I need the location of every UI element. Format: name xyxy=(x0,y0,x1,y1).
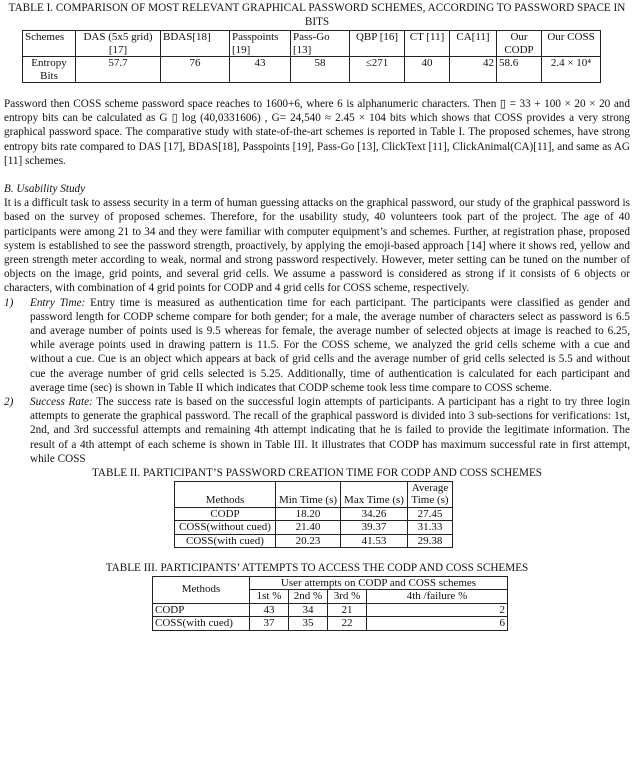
table1-header: BDAS[18] xyxy=(161,31,230,57)
table2-cell: 41.53 xyxy=(341,534,408,548)
paper-page xyxy=(4,2,630,631)
table1-header: DAS (5x5 grid) [17] xyxy=(76,31,161,57)
table2-caption: TABLE II. PARTICIPANT’S PASSWORD CREATION TIME FOR CODP AND COSS SCHEMES xyxy=(91,467,543,480)
table2-header-row xyxy=(175,481,453,507)
item-text: The success rate is based on the successful login attempts of participants. A participant has a right to try three login attempts to generate the graphical password. The recall of the graphical password is divided into 3 sub-sections for verifications: 1st, 2nd, and 3rd successful attempts and remaining 4th attempt indicating that he is failed to provide the legitimate information. The result of a 4th attempt of each scheme is shown in Table III. It illustrates that CODP has maximum successful rate in first attempt, while COSS xyxy=(30,396,630,465)
table3-cell: 37 xyxy=(250,617,289,631)
table3-subheader: 4th /failure % xyxy=(367,590,508,604)
table1-header: Our CODP xyxy=(497,31,542,57)
table3-header-row xyxy=(153,576,508,590)
table2-row xyxy=(175,507,453,521)
table3-subheader: 2nd % xyxy=(289,590,328,604)
table3-cell: 34 xyxy=(289,603,328,617)
table1-cell: 58.6 xyxy=(497,57,542,83)
table3-cell: 35 xyxy=(289,617,328,631)
table3 xyxy=(152,576,508,631)
table3-cell: 2 xyxy=(367,603,508,617)
table2-cell: 31.33 xyxy=(408,521,453,535)
table2-header: Max Time (s) xyxy=(341,481,408,507)
table1-cell: ≤271 xyxy=(350,57,405,83)
paragraph: It is a difficult task to assess security in a term of human guessing attacks on the graphical password, our study of the graphical password is based on the survey of proposed schemes. Therefore, for the usability study, 40 volunteers took part of the project. The age of 40 participants were among 21 to 34 and they were familiar with computer equipment’s and schemes. Further, at registration phase, proposed system is established to see the password strength, proactively, by applying the emoji-based approach [14] where it shows red, yellow and green strength meter according to weak, normal and strong password respectively. However, meter setting can be tuned on the number of objects on the image, grid points, and several grid cells. We assume a password is considered as strong if it consists of 6 objects or characters, with combination of 4 grid points for CODP and 4 grid cells for COSS scheme, respectively. xyxy=(4,197,630,295)
table1-row-label: Entropy Bits xyxy=(23,57,76,83)
table3-cell: COSS(with cued) xyxy=(153,617,250,631)
table1-header: Our COSS xyxy=(542,31,601,57)
table1-header: CA[11] xyxy=(450,31,497,57)
item-text: Entry time is measured as authentication time for each participant. The participants were classified as gender and password length for CODP scheme compare for both gender; for a male, the average number of characters select as password is 6.5 and average number of points used is 9.5 whereas for female, the average number of selected objects at image is reached to 6.25, while average points used in drawing pattern is 11.5. For the COSS scheme, we analyzed the grid cells scheme with a cue and without a cue. Cue is an object which appears at back of grid cells and the average number of grid cells selected is 5.5 and without cue the average number of grid cells selected is 5.25. Additionally, time of authentication is calculated for each participant and average time (sec) is shown in Table II which indicates that CODP scheme took less time compare to COSS scheme. xyxy=(30,296,630,394)
table3-header-group: User attempts on CODP and COSS schemes xyxy=(250,576,508,590)
table3-cell: 22 xyxy=(328,617,367,631)
table1-cell: 58 xyxy=(291,57,350,83)
table3-caption: TABLE III. PARTICIPANTS’ ATTEMPTS TO ACCESS THE CODP AND COSS SCHEMES xyxy=(105,562,529,575)
table2-row xyxy=(175,521,453,535)
table2-cell: 18.20 xyxy=(276,507,341,521)
table1-header-row xyxy=(23,31,601,57)
table1-header: Pass-Go [13] xyxy=(291,31,350,57)
table1-header: Schemes xyxy=(23,31,76,57)
table2-cell: 21.40 xyxy=(276,521,341,535)
table1-header: Passpoints [19] xyxy=(230,31,291,57)
table2-cell: CODP xyxy=(175,507,276,521)
item-number: 2) xyxy=(4,396,14,409)
table1-cell: 43 xyxy=(230,57,291,83)
table3-cell: 43 xyxy=(250,603,289,617)
table2-cell: 39.37 xyxy=(341,521,408,535)
table2-cell: 27.45 xyxy=(408,507,453,521)
table2-header: Methods xyxy=(175,481,276,507)
table2-cell: COSS(without cued) xyxy=(175,521,276,535)
table3-cell: 21 xyxy=(328,603,367,617)
table2-cell: 29.38 xyxy=(408,534,453,548)
table2-header: Min Time (s) xyxy=(276,481,341,507)
table1-header: CT [11] xyxy=(405,31,450,57)
table3-cell: 6 xyxy=(367,617,508,631)
table1-entropy-row xyxy=(23,57,601,83)
section-heading: B. Usability Study xyxy=(4,183,86,196)
table1 xyxy=(22,30,601,83)
table2-cell: 34.26 xyxy=(341,507,408,521)
item-label: Success Rate: xyxy=(30,396,93,409)
paragraph: Password then COSS scheme password space reaches to 1600+6, where 6 is alphanumeric characters. Then ▯ = 33 + 100 × 20 × 20 and entropy bits can be calculated as G ▯ log (40,0331606) , G= 24,540 ≈ 2.45 × 104 bits which shows that COSS provides a very strong graphical password space. The comparative study with state-of-the-art schemes is reported in Table I. The proposed schemes, have strong entropy bits rate compared to DAS [17], BDAS[18], Passpoints [19], Pass-Go [13], ClickText [11], ClickAnimal(CA)[11], and same as AG [11] schemes. xyxy=(4,98,630,167)
table2-cell: COSS(with cued) xyxy=(175,534,276,548)
list-item xyxy=(4,395,630,466)
table1-caption: TABLE I. COMPARISON OF MOST RELEVANT GRAPHICAL PASSWORD SCHEMES, ACCORDING TO PASSWORD SPACE IN BITS xyxy=(8,2,626,28)
table1-cell: 76 xyxy=(161,57,230,83)
table1-cell: 42 xyxy=(450,57,497,83)
item-number: 1) xyxy=(4,296,14,309)
table3-subheader: 3rd % xyxy=(328,590,367,604)
table1-header: QBP [16] xyxy=(350,31,405,57)
table3-subheader: 1st % xyxy=(250,590,289,604)
table1-cell: 57.7 xyxy=(76,57,161,83)
table2-cell: 20.23 xyxy=(276,534,341,548)
table2-header: Average Time (s) xyxy=(408,481,453,507)
table2-row xyxy=(175,534,453,548)
table3-header: Methods xyxy=(153,576,250,603)
table3-row xyxy=(153,603,508,617)
item-label: Entry Time: xyxy=(30,296,86,309)
list-item xyxy=(4,296,630,395)
table3-row xyxy=(153,617,508,631)
table3-cell: CODP xyxy=(153,603,250,617)
table2 xyxy=(174,481,453,549)
table1-cell: 2.4 × 10⁴ xyxy=(542,57,601,83)
table1-cell: 40 xyxy=(405,57,450,83)
